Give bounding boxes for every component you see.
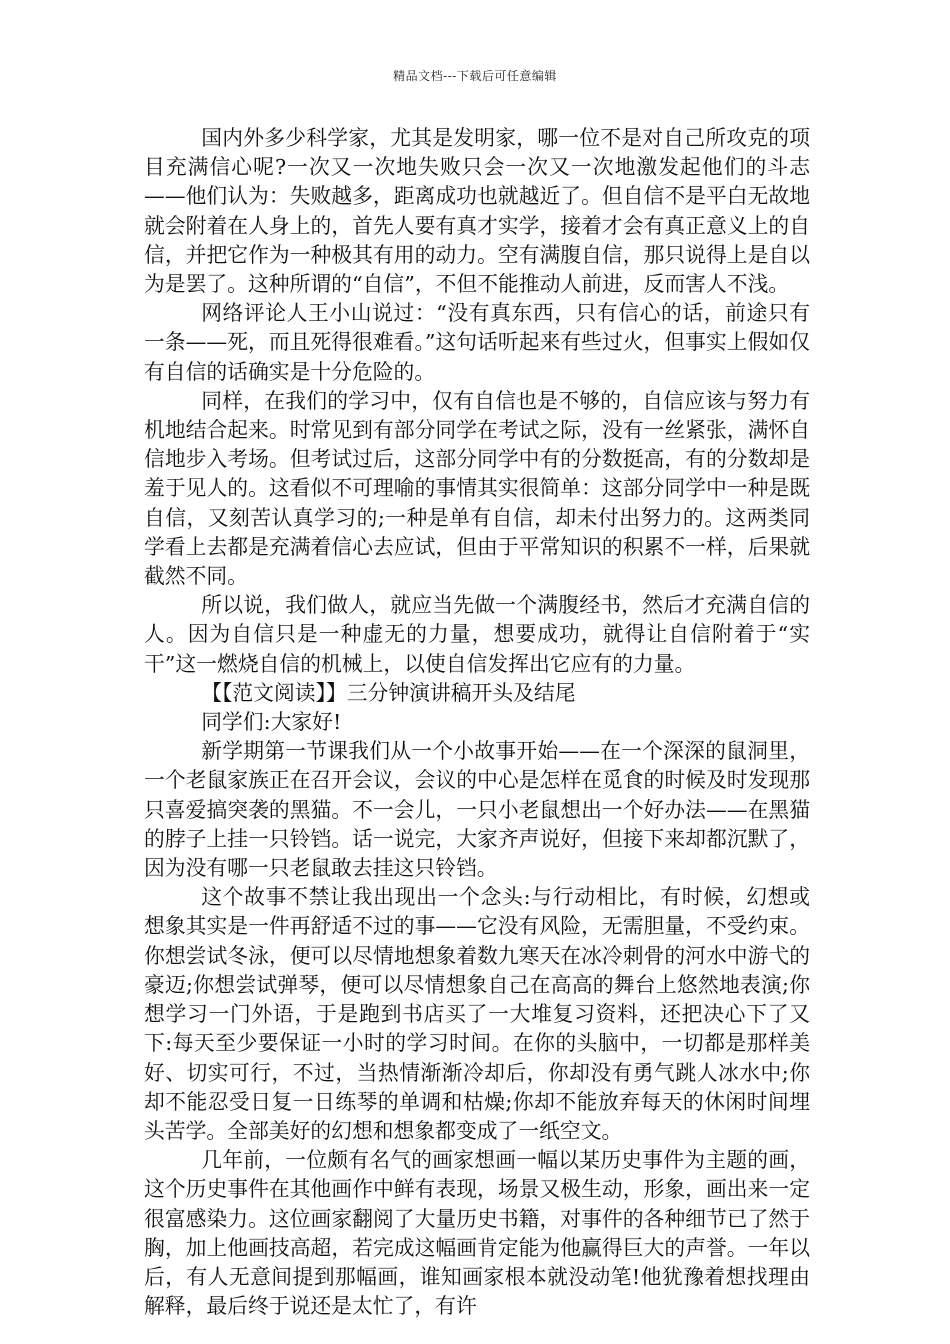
paragraph-mouse-story: 新学期第一节课我们从一个小故事开始——在一个深深的鼠洞里，一个老鼠家族正在召开会议，会议的中心是怎样在觅食的时候及时发现那只喜爱搞突袭的黑猫。不一会儿，一只小老鼠想出一个好办法——在黑猫的脖子上挂一只铃铛。话一说完，大家齐声说好，但接下来却都沉默了，因为没有哪一只老鼠敢去挂这只铃铛。 (144, 739, 810, 881)
section-heading: 【【范文阅读】】三分钟演讲稿开头及结尾 (201, 680, 576, 705)
greeting: 同学们:大家好! (201, 710, 342, 735)
paragraph-wang-xiaoshan-quote: 网络评论人王小山说过：“没有真东西，只有信心的话，前途只有一条——死，而且死得很难看。”这句话听起来有些过火，但事实上假如仅有自信的话确实是十分危险的。 (144, 301, 810, 384)
page-header: 精品文档---下载后可任意编辑 (393, 69, 557, 83)
document-body (144, 124, 810, 1321)
paragraph-painter-story: 几年前，一位颇有名气的画家想画一幅以某历史事件为主题的画，这个历史事件在其他画作中鲜有表现，场景又极生动，形象，画出来一定很富感染力。这位画家翻阅了大量历史书籍，对事件的各种细节已了然于胸，加上他画技高超，若完成这幅画肯定能为他赢得巨大的声誉。一年以后，有人无意间提到那幅画，谁知画家根本就没动笔!他犹豫着想找理由解释，最后终于说还是太忙了，有许 (144, 1148, 810, 1319)
paragraph-imagination: 这个故事不禁让我出现出一个念头:与行动相比，有时候，幻想或想象其实是一件再舒适不过的事——它没有风险，无需胆量，不受约束。你想尝试冬泳，便可以尽情地想象着数九寒天在冰冷刺骨的河水中游弋的豪迈;你想尝试弹琴，便可以尽情想象自己在高高的舞台上悠然地表演;你想学习一门外语，于是跑到书店买了一大堆复习资料，还把决心下了又下:每天至少要保证一小时的学习时间。在你的头脑中，一切都是那样美好、切实可行，不过，当热情渐渐冷却后，你却没有勇气跳人冰水中;你却不能忍受日复一日练琴的单调和枯燥;你却不能放弃每天的休闲时间埋头苦学。全部美好的幻想和想象都变成了一纸空文。 (144, 885, 810, 1143)
paragraph-conclusion: 所以说，我们做人，就应当先做一个满腹经书，然后才充满自信的人。因为自信只是一种虚无的力量，想要成功，就得让自信附着于“实干”这一燃烧自信的机械上，以使自信发挥出它应有的力量。 (144, 593, 810, 676)
paragraph-confidence-scientists: 国内外多少科学家，尤其是发明家，哪一位不是对自己所攻克的项目充满信心呢?一次又一次地失败只会一次又一次地激发起他们的斗志——他们认为：失败越多，距离成功也就越近了。但自信不是平白无故地就会附着在人身上的，首先人要有真才实学，接着才会有真正意义上的自信，并把它作为一种极其有用的动力。空有满腹自信，那只说得上是自以为是罢了。这种所谓的“自信”，不但不能推动人前进，反而害人不浅。 (144, 126, 810, 297)
paragraph-study-confidence: 同样，在我们的学习中，仅有自信也是不够的，自信应该与努力有机地结合起来。时常见到有部分同学在考试之际，没有一丝紧张，满怀自信地步入考场。但考试过后，这部分同学中有的分数挺高，有的分数却是羞于见人的。这看似不可理喻的事情其实很简单：这部分同学中一种是既自信，又刻苦认真学习的;一种是单有自信，却未付出努力的。这两类同学看上去都是充满着信心去应试，但由于平常知识的积累不一样，后果就截然不同。 (144, 388, 810, 589)
